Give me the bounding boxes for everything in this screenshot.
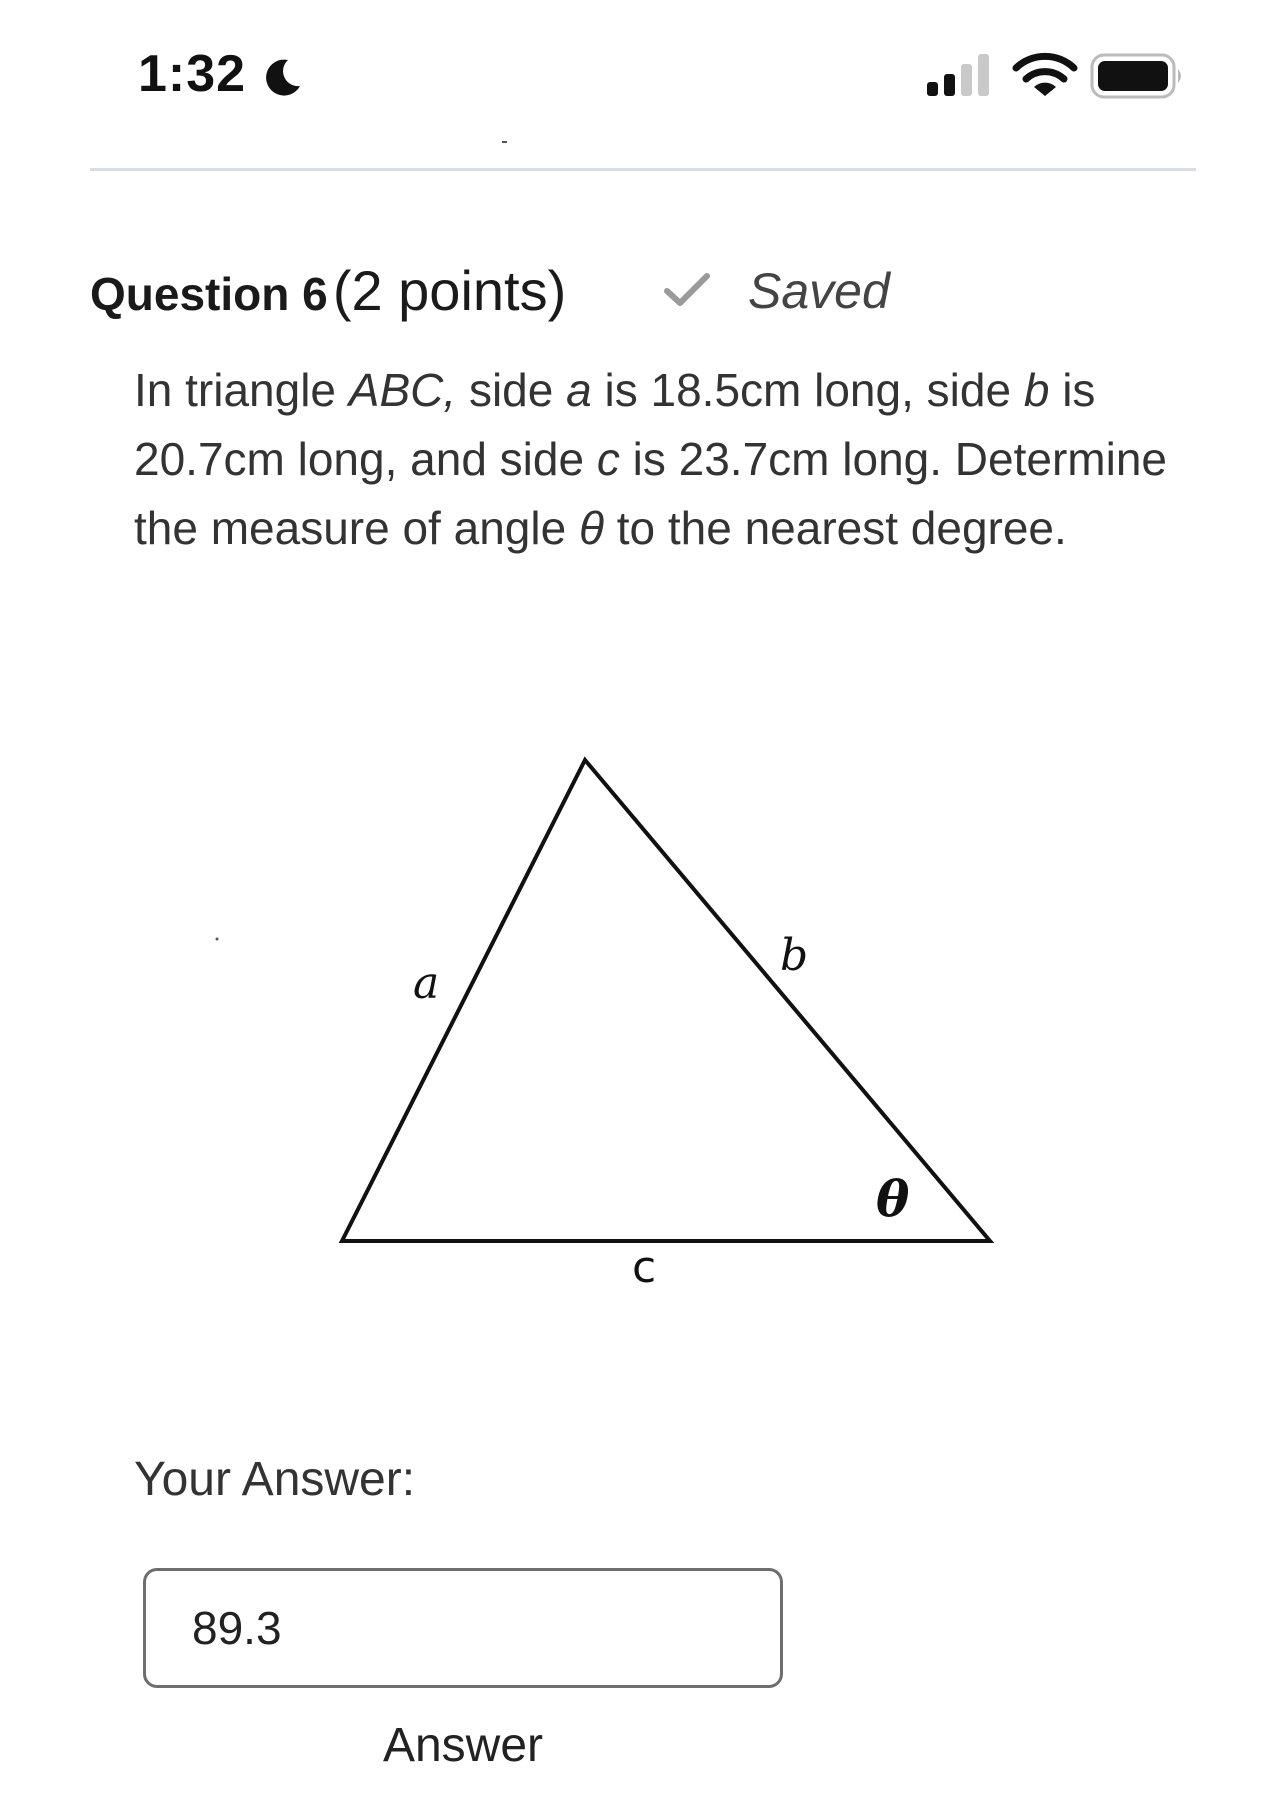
prompt-var-a: a xyxy=(566,364,592,416)
prompt-text: is 23.7cm long. Determine the measure of angle xyxy=(134,433,1167,554)
side-c-label: c xyxy=(632,1242,657,1293)
divider-mark xyxy=(502,141,507,143)
prompt-text: to the nearest degree. xyxy=(603,502,1067,554)
side-a-label: a xyxy=(413,958,440,1009)
prompt-var-c: c xyxy=(596,433,620,485)
prompt-var-abc: ABC, xyxy=(348,364,457,416)
question-header xyxy=(90,258,890,328)
prompt-text: is 18.5cm long, side xyxy=(591,364,1024,416)
status-bar xyxy=(0,0,1284,150)
wifi-icon xyxy=(1012,52,1078,98)
prompt-text: In triangle xyxy=(134,364,349,416)
prompt-text: is 20.7cm long, and side xyxy=(134,364,1096,485)
prompt-var-b: b xyxy=(1023,364,1050,416)
signal-icon xyxy=(925,52,995,98)
moon-icon xyxy=(262,56,304,98)
question-prompt xyxy=(134,356,1204,563)
stray-dot xyxy=(216,938,219,941)
side-b-label: b xyxy=(780,930,809,981)
angle-theta-label: θ xyxy=(876,1169,910,1228)
prompt-text: side xyxy=(456,364,567,416)
header-divider xyxy=(90,168,1196,171)
triangle-diagram xyxy=(200,740,1020,1320)
battery-icon xyxy=(1090,52,1186,100)
answer-label: Your Answer: xyxy=(134,1453,416,1506)
prompt-var-theta: θ xyxy=(578,502,604,554)
saved-status: Saved xyxy=(748,263,890,319)
answer-input[interactable] xyxy=(143,1568,783,1688)
answer-caption: Answer xyxy=(382,1719,544,1772)
status-time: 1:32 xyxy=(138,45,247,103)
check-icon xyxy=(662,270,712,310)
question-title: Question 6 xyxy=(90,268,328,320)
question-points: (2 points) xyxy=(332,259,567,322)
